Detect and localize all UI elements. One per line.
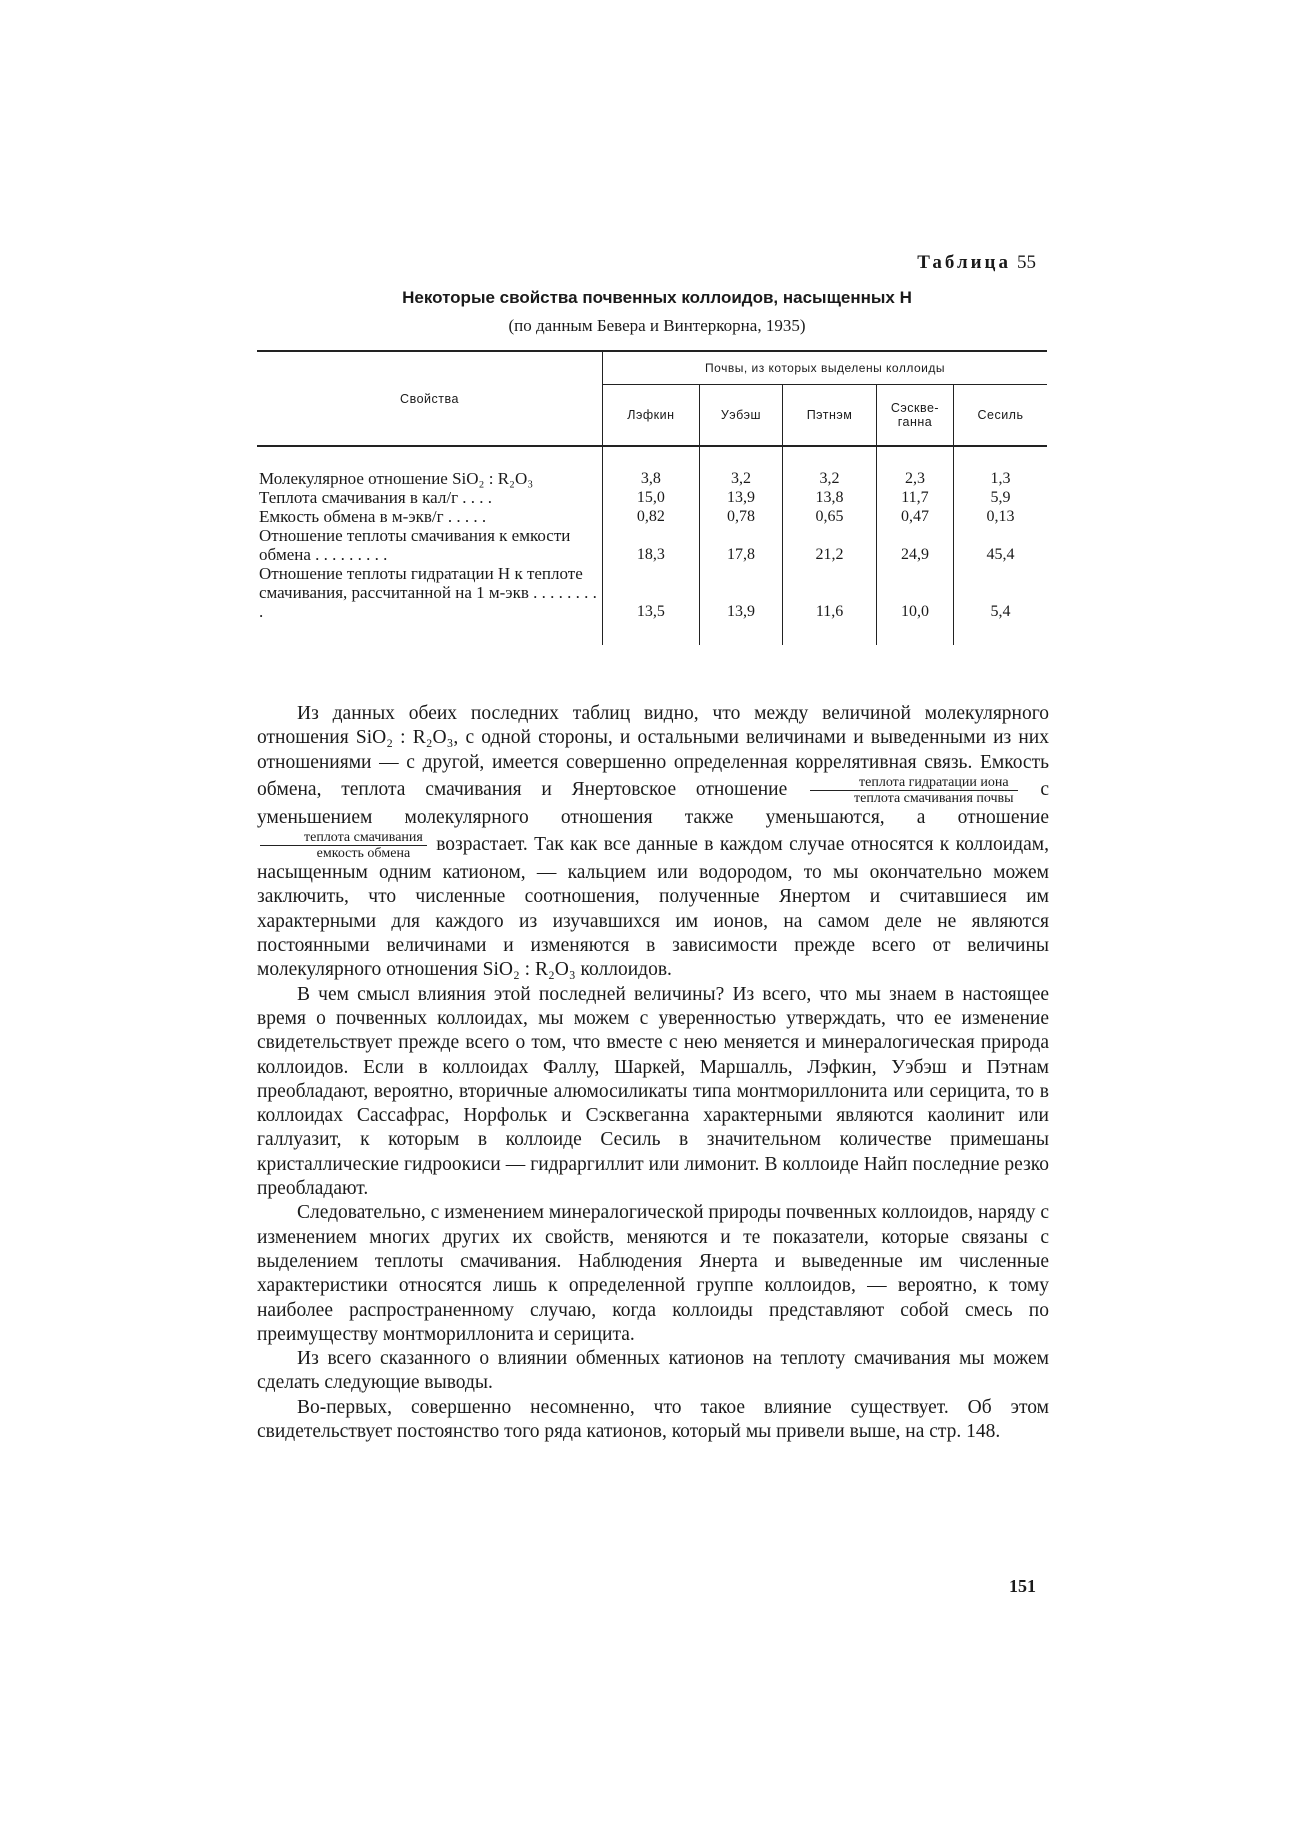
value-cell: 13,9 xyxy=(699,488,782,507)
body-text xyxy=(257,702,1049,1444)
column-header: Сесиль xyxy=(953,385,1047,447)
value-cell: 5,4 xyxy=(953,564,1047,645)
paragraph-text: с уменьшением молекулярного отношения также уменьшаются, а отношение xyxy=(257,778,1049,828)
table-title: Некоторые свойства почвенных коллоидов, насыщенных Н xyxy=(402,288,912,307)
value-cell: 0,65 xyxy=(783,507,877,526)
value-cell: 0,82 xyxy=(603,507,700,526)
property-cell: Теплота смачивания в кал/г . . . . xyxy=(259,488,493,507)
column-header: Лэфкин xyxy=(603,385,700,447)
fraction-numerator: теплота гидратации иона xyxy=(810,775,1018,791)
fraction-denominator: емкость обмена xyxy=(316,846,411,862)
value-cell: 11,6 xyxy=(783,564,877,645)
value-cell: 18,3 xyxy=(603,526,700,564)
table-label-word: Таблица xyxy=(917,252,1011,273)
value-cell: 15,0 xyxy=(603,488,700,507)
value-cell: 0,78 xyxy=(699,507,782,526)
table-number: 55 xyxy=(1017,252,1036,273)
paragraph: В чем смысл влияния этой последней величины? Из всего, что мы знаем в настоящее время о почвенных коллоидах, мы можем с уверенностью утверждать, что ее изменение свидетельствует прежде всего о том, что вместе с нею меняется и минералогическая природа коллоидов. Если в коллоидах Фаллу, Шаркей, Маршалль, Лэфкин, Уэбэш и Пэтнам преобладают, вероятно, вторичные алюмосиликаты типа монтмориллонита или серицита, то в коллоидах Сассафрас, Норфольк и Сэсквеганна характерными являются каолинит или галлуазит, к которым в коллоиде Сесиль в значительном количестве примешаны кристаллические гидроокиси — гидраргиллит или лимонит. В коллоиде Найп последние резко преобладают. xyxy=(257,983,1049,1200)
value-cell: 1,3 xyxy=(953,446,1047,488)
value-cell: 24,9 xyxy=(876,526,953,564)
value-cell: 3,2 xyxy=(783,446,877,488)
value-cell: 13,5 xyxy=(603,564,700,645)
table-label xyxy=(917,252,1036,274)
value-cell: 13,9 xyxy=(699,564,782,645)
paragraph: Из всего сказанного о влиянии обменных катионов на теплоту смачивания мы можем сделать следующие выводы. xyxy=(257,1348,1049,1394)
value-cell: 3,2 xyxy=(699,446,782,488)
column-header: Сэскве-ганна xyxy=(876,385,953,447)
table-source: (по данным Бевера и Винтеркорна, 1935) xyxy=(508,316,806,335)
colloid-properties-table xyxy=(257,350,1047,645)
fraction-numerator: теплота смачивания xyxy=(260,830,427,846)
soil-group-header: Почвы, из которых выделены коллоиды xyxy=(603,351,1048,385)
value-cell: 21,2 xyxy=(783,526,877,564)
value-cell: 10,0 xyxy=(876,564,953,645)
value-cell: 45,4 xyxy=(953,526,1047,564)
property-cell: Отношение теплоты гидратации Н к теплоте смачивания, рассчитанной на 1 м-экв . . . . . . . . . xyxy=(259,564,597,621)
table-row xyxy=(257,526,1047,564)
table-row xyxy=(257,507,1047,526)
value-cell: 0,13 xyxy=(953,507,1047,526)
paragraph: Во-первых, совершенно несомненно, что такое влияние существует. Об этом свидетельствует постоянство того ряда катионов, который мы привели выше, на стр. 148. xyxy=(257,1396,1049,1443)
value-cell: 3,8 xyxy=(603,446,700,488)
fraction-denominator: теплота смачивания почвы xyxy=(854,790,1014,806)
table-row xyxy=(257,488,1047,507)
property-column-header: Свойства xyxy=(257,351,603,446)
property-cell: Молекулярное отношение SiO₂ : R₂O₃ xyxy=(259,469,534,488)
wetting-ratio-fraction xyxy=(260,830,427,861)
value-cell: 11,7 xyxy=(876,488,953,507)
value-cell: 2,3 xyxy=(876,446,953,488)
page-number: 151 xyxy=(1009,1576,1036,1596)
column-header: Уэбэш xyxy=(699,385,782,447)
paragraph-text: возрастает. Так как все данные в каждом случае относятся к коллоидам, насыщенным одним катионом, — кальцием или водородом, то мы окончательно можем заключить, что численные соотношения, полученные Янертом и считавшиеся им характерными для каждого из изучавшихся им ионов, на самом деле не являются постоянными величинами и изменяются в зависимости прежде всего от величины молекулярного отношения SiO₂ : R₂O₃ коллоидов. xyxy=(257,834,1049,981)
value-cell: 5,9 xyxy=(953,488,1047,507)
table-row xyxy=(257,564,1047,645)
paragraph-text: Из данных обеих последних таблиц видно, что между величиной молекулярного отношения SiO₂ : R₂O₃, с одной стороны, и остальными величинами и выведенными из них отношениями — с другой, имеется совершенно определенная коррелятивная связь. Емкость обмена, теплота смачивания и Янертовское отношение xyxy=(257,703,1049,800)
column-header: Пэтнэм xyxy=(783,385,877,447)
paragraph xyxy=(257,702,1049,983)
table-row xyxy=(257,446,1047,488)
paragraph: Следовательно, с изменением минералогической природы почвенных коллоидов, наряду с изменением многих других их свойств, меняются и те показатели, которые связаны с выделением теплоты смачивания. Наблюдения Янерта и выведенные им численные характеристики относятся лишь к определенной группе коллоидов, — вероятно, к тому наиболее распространенному случаю, когда коллоиды представляют собой смесь по преимуществу монтмориллонита и серицита. xyxy=(257,1202,1049,1345)
value-cell: 17,8 xyxy=(699,526,782,564)
value-cell: 0,47 xyxy=(876,507,953,526)
value-cell: 13,8 xyxy=(783,488,877,507)
ion-ratio-fraction xyxy=(810,775,1018,806)
property-cell: Отношение теплоты смачивания к емкости обмена . . . . . . . . . xyxy=(259,526,571,564)
property-cell: Емкость обмена в м-экв/г . . . . . xyxy=(259,507,487,526)
